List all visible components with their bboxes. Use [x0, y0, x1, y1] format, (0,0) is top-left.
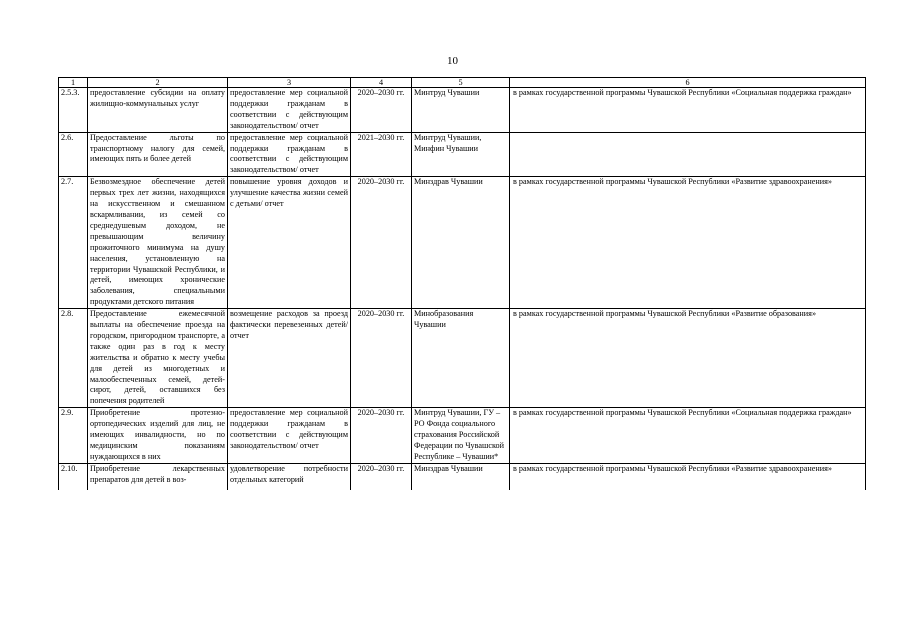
item-number: 2.5.3. [59, 88, 88, 133]
table-row [59, 132, 866, 177]
result-cell: предоставление мер социальной поддержки гражданам в соответствии с действующим законодательством/ отчет [228, 88, 351, 133]
item-number: 2.7. [59, 177, 88, 309]
table-row [59, 88, 866, 133]
note-cell: в рамках государственной программы Чувашской Республики «Развитие здравоохранения» [510, 463, 866, 490]
measure-cell: Приобретение протезно-ортопедических изделий для лиц, не имеющих инвалидности, но по медицинским показаниям нуждающихся в них [88, 408, 228, 464]
column-header: 1 [59, 78, 88, 88]
column-header: 4 [351, 78, 412, 88]
measure-cell: Безвозмездное обеспечение детей первых трех лет жизни, находящихся на искусственном и смешанном вскармливании, из семей со среднедушевым доходом, не превышающим величину прожиточного минимума на душу населения, установленную на территории Чувашской Республики, и детей, имеющих хронические заболевания, специальными продуктами детского питания [88, 177, 228, 309]
item-number: 2.9. [59, 408, 88, 464]
result-cell: удовлетворение потребности отдельных категорий [228, 463, 351, 490]
executor-cell: Минтруд Чувашии, Минфин Чувашии [412, 132, 510, 177]
item-number: 2.8. [59, 309, 88, 408]
result-cell: повышение уровня доходов и улучшение качества жизни семей с детьми/ отчет [228, 177, 351, 309]
period-cell: 2020–2030 гг. [351, 177, 412, 309]
note-cell [510, 132, 866, 177]
period-cell: 2020–2030 гг. [351, 88, 412, 133]
executor-cell: Минобразования Чувашии [412, 309, 510, 408]
page-number: 10 [447, 55, 458, 67]
column-header: 2 [88, 78, 228, 88]
column-header: 6 [510, 78, 866, 88]
measure-cell: Предоставление льготы по транспортному налогу для семей, имеющих пять и более детей [88, 132, 228, 177]
table-row [59, 309, 866, 408]
period-cell: 2020–2030 гг. [351, 309, 412, 408]
measure-cell: Приобретение лекарственных препаратов для детей в воз- [88, 463, 228, 490]
executor-cell: Минтруд Чувашии [412, 88, 510, 133]
executor-cell: Минздрав Чувашии [412, 177, 510, 309]
note-cell: в рамках государственной программы Чувашской Республики «Социальная поддержка граждан» [510, 88, 866, 133]
period-cell: 2021–2030 гг. [351, 132, 412, 177]
result-cell: возмещение расходов за проезд фактически перевезенных детей/ отчет [228, 309, 351, 408]
period-cell: 2020–2030 гг. [351, 408, 412, 464]
measures-table [58, 77, 866, 490]
column-header: 5 [412, 78, 510, 88]
note-cell: в рамках государственной программы Чувашской Республики «Социальная поддержка граждан» [510, 408, 866, 464]
note-cell: в рамках государственной программы Чувашской Республики «Развитие здравоохранения» [510, 177, 866, 309]
item-number: 2.10. [59, 463, 88, 490]
note-cell: в рамках государственной программы Чувашской Республики «Развитие образования» [510, 309, 866, 408]
column-header: 3 [228, 78, 351, 88]
executor-cell: Минтруд Чувашии, ГУ – РО Фонда социального страхования Российской Федерации по Чувашской Республике – Чувашии* [412, 408, 510, 464]
result-cell: предоставление мер социальной поддержки гражданам в соответствии с действующим законодательством/ отчет [228, 408, 351, 464]
table-row [59, 408, 866, 464]
result-cell: предоставление мер социальной поддержки гражданам в соответствии с действующим законодательством/ отчет [228, 132, 351, 177]
measure-cell: предоставление субсидии на оплату жилищно-коммунальных услуг [88, 88, 228, 133]
item-number: 2.6. [59, 132, 88, 177]
table-row [59, 177, 866, 309]
table-row [59, 463, 866, 490]
executor-cell: Минздрав Чувашии [412, 463, 510, 490]
header-row [59, 78, 866, 88]
period-cell: 2020–2030 гг. [351, 463, 412, 490]
measure-cell: Предоставление ежемесячной выплаты на обеспечение проезда на городском, пригородном транспорте, а также один раз в год к месту жительства и обратно к месту учебы для детей из многодетных и малообеспеченных семей, детей-сирот, детей, оставшихся без попечения родителей [88, 309, 228, 408]
